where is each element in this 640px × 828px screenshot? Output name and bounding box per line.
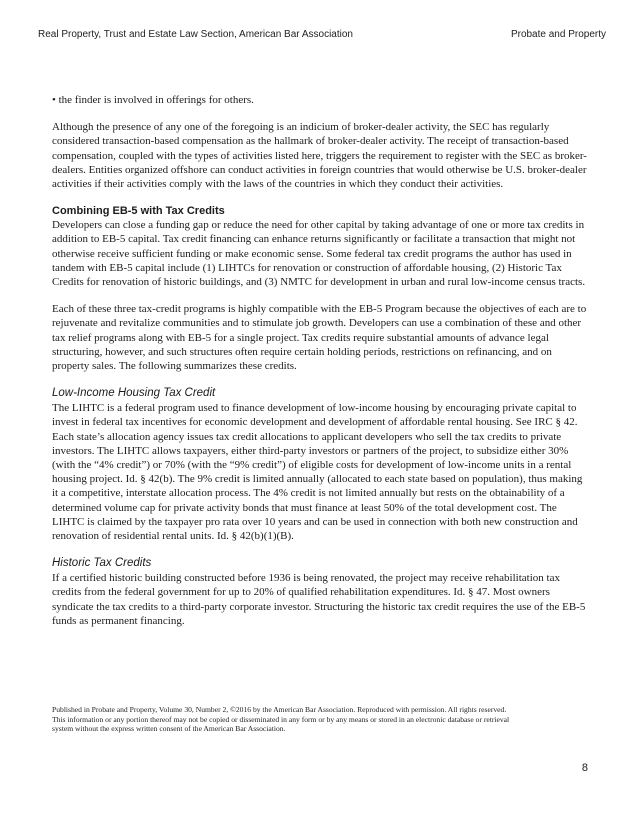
paragraph-funding-gap: Developers can close a funding gap or reduce the need for other capital by taking advantage of one or more tax credits in addition to EB-5 capital. Tax credit financing can enhance returns significantly or facilitate a transaction that might not otherwise receive sufficient funding or make economic sense. Some federal tax credit programs the author has used in tandem with EB-5 capital include (1) LIHTCs for renovation or construction of affordable housing, (2) Historic Tax Credits for renovation of historic buildings, and (3) NMTC for development in urban and rural low-income census tracts. — [52, 219, 586, 289]
running-header — [38, 29, 606, 40]
subheading-lihtc: Low-Income Housing Tax Credit — [52, 387, 216, 400]
bullet-item: • the finder is involved in offerings for others. — [52, 94, 254, 106]
page-number: 8 — [581, 762, 588, 774]
article-body — [52, 93, 588, 641]
header-section-title: Real Property, Trust and Estate Law Section, American Bar Association — [38, 29, 353, 40]
copyright-notice: Published in Probate and Property, Volume 30, Number 2, ©2016 by the American Bar Association. Reproduced with permission. All rights reserved. This information or any portion thereof may not be copied or disseminated in any form or by any means or stored in an electronic database or retrieval system without the express written consent of the American Bar Association. — [52, 705, 510, 734]
paragraph-broker-dealer: Although the presence of any one of the foregoing is an indicium of broker-dealer activity, the SEC has regularly considered transaction-based compensation as the hallmark of broker-dealer activity. The receipt of transaction-based compensation, coupled with the types of activities listed here, triggers the requirement to register with the SEC as broker-dealers. Entities organized offshore can conduct activities in foreign countries that would otherwise be U.S. broker-dealer activities if their activities comply with the laws of the countries in which they conduct their activities. — [52, 121, 587, 191]
subheading-historic: Historic Tax Credits — [52, 557, 152, 570]
paragraph-compatibility: Each of these three tax-credit programs is highly compatible with the EB-5 Program because the objectives of each are to rejuvenate and revitalize communities and to stimulate job growth. Developers can use a combination of these and other tax relief programs along with EB-5 for a single project. Tax credits require substantial amounts of advance legal structuring, however, and such structures often require certain holding periods, restrictions on refinancing, and on property sales. The following summarizes these credits. — [52, 303, 587, 373]
paragraph-historic: If a certified historic building constructed before 1936 is being renovated, the project may receive rehabilitation tax credits from the federal government for up to 20% of qualified rehabilitation expenditures. Id. § 47. Most owners syndicate the tax credits to a third-party corporate investor. Structuring the historic tax credit requires the use of the EB-5 funds as permanent financing. — [52, 572, 586, 627]
header-publication-title: Probate and Property — [510, 29, 606, 40]
section-heading-tax-credits: Combining EB-5 with Tax Credits — [52, 205, 225, 218]
paragraph-lihtc: The LIHTC is a federal program used to finance development of low-income housing by encouraging private capital to invest in federal tax incentives for economic development and development of affordable rental housing. See IRC § 42. Each state’s allocation agency issues tax credit allocations to applicant developers who sell the tax credits to private investors. The LIHTC allows taxpayers, either third-party investors or partners of the project, to subsidize either 30% (with the “4% credit”) or 70% (with the “9% credit”) of eligible costs for development of low-income units in a rental housing project. Id. § 42(b). The 9% credit is limited annually (allocated to each state based on population), thus making it a competitive, interstate allocation process. The 4% credit is not limited annually but rests on the obtainability of a determined volume cap for private activity bonds that must finance at least 50% of the total development cost. The LIHTC is claimed by the taxpayer pro rata over 10 years and can be used in connection with both new construction and renovation of residential rental units. Id. § 42(b)(1)(B). — [52, 402, 583, 543]
